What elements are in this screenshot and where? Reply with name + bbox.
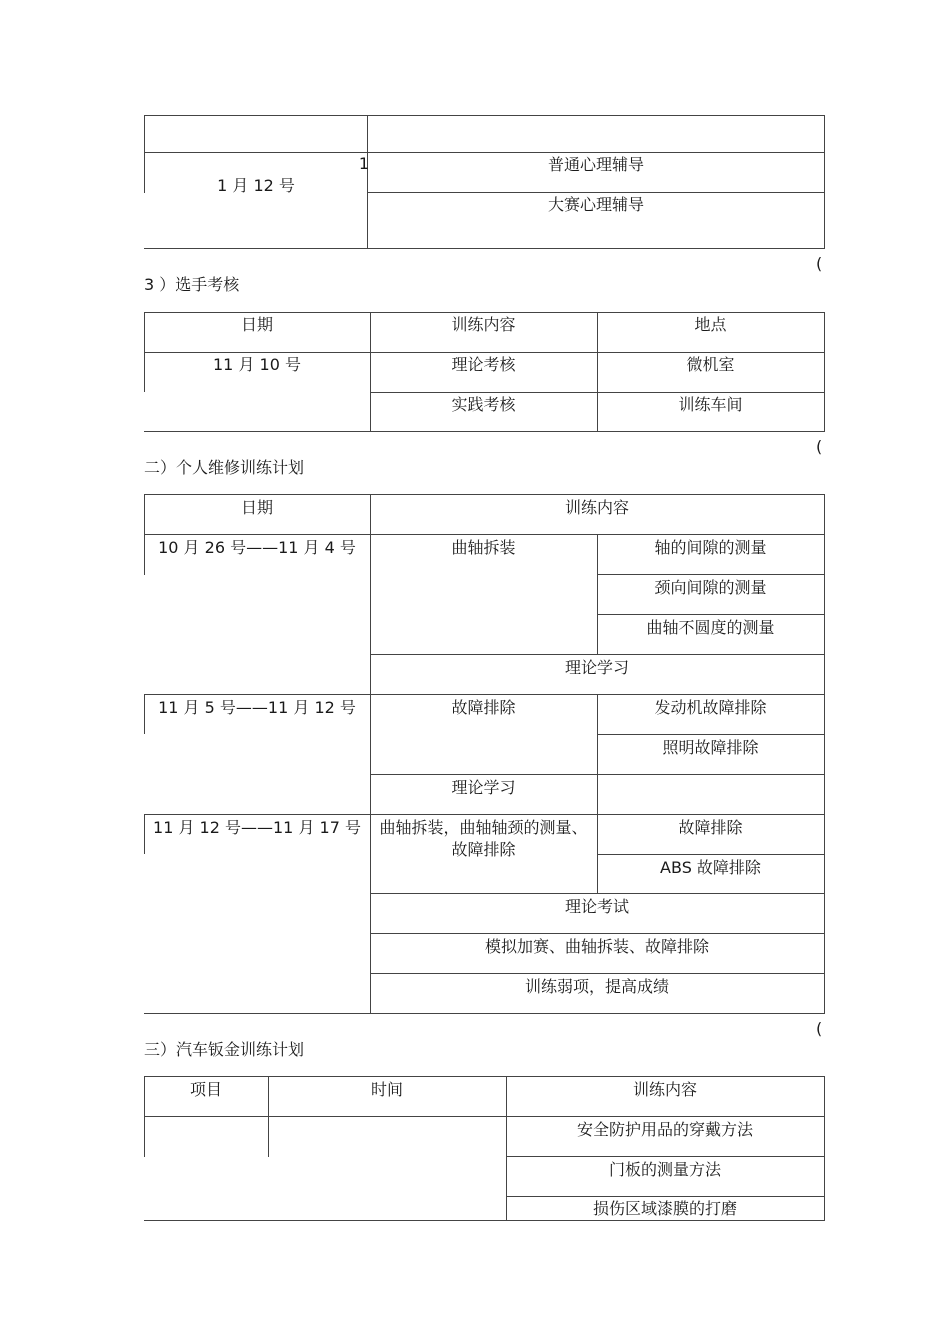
table-cell: 门板的测量方法 xyxy=(608,1160,721,1179)
topic-cell: 故障排除 xyxy=(451,698,516,717)
section-heading: 3 ）选手考核 xyxy=(144,275,240,294)
paren-mark: ( xyxy=(816,1019,823,1038)
column-header: 训练内容 xyxy=(564,498,629,517)
column-header: 训练内容 xyxy=(632,1080,697,1099)
table-cell: 普通心理辅导 xyxy=(547,155,644,174)
topic-cell: 曲轴拆装 xyxy=(451,538,516,557)
table-cell: 理论学习 xyxy=(451,778,516,797)
table-cell: 安全防护用品的穿戴方法 xyxy=(576,1120,753,1139)
section-heading: 二）个人维修训练计划 xyxy=(144,458,305,477)
table-cell: 照明故障排除 xyxy=(662,738,759,757)
table-cell: 实践考核 xyxy=(451,395,516,414)
table-cell: 发动机故障排除 xyxy=(654,698,767,717)
table-cell: 损伤区域漆膜的打磨 xyxy=(592,1199,737,1218)
page-number-mark: 1 xyxy=(358,154,370,173)
column-header: 地点 xyxy=(694,315,727,334)
date-cell: 10 月 26 号——11 月 4 号 xyxy=(158,538,356,557)
paren-mark: ( xyxy=(816,254,823,273)
topic-cell: 曲轴拆装，曲轴轴颈的测量、故障排除 xyxy=(379,818,588,859)
table-cell: 微机室 xyxy=(686,355,735,374)
table-cell: 轴的间隙的测量 xyxy=(654,538,767,557)
section-heading: 三）汽车钣金训练计划 xyxy=(144,1040,305,1059)
table-cell: 颈向间隙的测量 xyxy=(654,578,767,597)
table-cell: 理论学习 xyxy=(564,658,629,677)
date-cell: 1 月 12 号 xyxy=(217,176,295,195)
column-header: 项目 xyxy=(189,1080,222,1099)
table-cell: 理论考试 xyxy=(564,897,629,916)
table-cell: 训练弱项，提高成绩 xyxy=(524,977,669,996)
date-cell: 11 月 10 号 xyxy=(213,355,301,374)
date-cell: 11 月 5 号——11 月 12 号 xyxy=(158,698,356,717)
paren-mark: ( xyxy=(816,437,823,456)
table-cell: 理论考核 xyxy=(451,355,516,374)
date-cell: 11 月 12 号——11 月 17 号 xyxy=(153,818,361,837)
table-cell: 训练车间 xyxy=(678,395,743,414)
table-cell: ABS 故障排除 xyxy=(660,858,761,877)
column-header: 训练内容 xyxy=(451,315,516,334)
column-header: 日期 xyxy=(240,498,273,517)
table-cell: 大赛心理辅导 xyxy=(547,195,644,214)
column-header: 时间 xyxy=(370,1080,403,1099)
table-cell: 曲轴不圆度的测量 xyxy=(646,618,775,637)
table-cell: 故障排除 xyxy=(678,818,743,837)
table-cell: 模拟加赛、曲轴拆装、故障排除 xyxy=(484,937,709,956)
column-header: 日期 xyxy=(240,315,273,334)
